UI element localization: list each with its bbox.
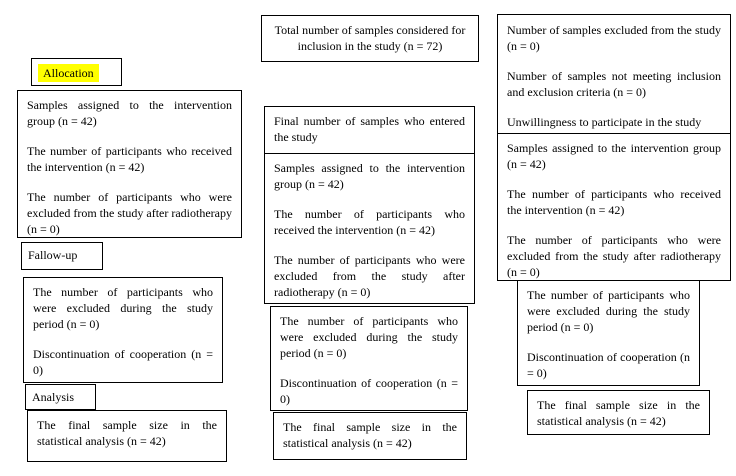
criteria-not-met-text: Number of samples not meeting inclusion and exclusion criteria (n = 0) (507, 69, 721, 99)
right-final-size-text: The final sample size in the statistical analysis (n = 42) (537, 398, 700, 428)
middle-final-size-text: The final sample size in the statistical analysis (n = 42) (283, 420, 457, 450)
total-samples-box (261, 15, 479, 62)
middle-analysis-box (273, 412, 467, 460)
left-received-text: The number of participants who received the intervention (n = 42) (27, 144, 232, 174)
middle-excluded-radiotherapy-text: The number of participants who were excluded from the study after radiotherapy (n = 0) (274, 253, 465, 299)
unwillingness-text: Unwillingness to participate in the study (507, 115, 702, 129)
followup-label-box (21, 242, 103, 270)
left-analysis-box (27, 410, 227, 462)
middle-discontinuation-text: Discontinuation of cooperation (n = 0) (280, 376, 458, 406)
left-excluded-period-text: The number of participants who were excluded during the study period (n = 0) (33, 285, 213, 331)
allocation-label: Allocation (38, 64, 99, 82)
right-excluded-radiotherapy-text: The number of participants who were excluded from the study after radiotherapy (n = 0) (507, 233, 721, 279)
left-followup-box (23, 277, 223, 383)
right-allocation-box (497, 133, 731, 281)
excluded-samples-box (497, 14, 731, 137)
left-discontinuation-text: Discontinuation of cooperation (n = 0) (33, 347, 213, 377)
left-excluded-radiotherapy-text: The number of participants who were excluded from the study after radiotherapy (n = 0) (27, 190, 232, 236)
left-allocation-box (17, 90, 242, 238)
total-samples-text: Total number of samples considered for inclusion in the study (n = 72) (274, 23, 466, 53)
right-discontinuation-text: Discontinuation of cooperation (n = 0) (527, 350, 690, 380)
left-assigned-text: Samples assigned to the intervention group (n = 42) (27, 98, 232, 128)
middle-received-text: The number of participants who received the intervention (n = 42) (274, 207, 465, 237)
middle-entered-text: Final number of samples who entered the study (274, 114, 465, 144)
right-excluded-period-text: The number of participants who were excluded during the study period (n = 0) (527, 288, 690, 334)
right-followup-box (517, 280, 700, 386)
middle-excluded-period-text: The number of participants who were excluded during the study period (n = 0) (280, 314, 458, 360)
right-analysis-box (527, 390, 710, 435)
excluded-count-text: Number of samples excluded from the study (n = 0) (507, 23, 721, 53)
middle-followup-box (270, 306, 468, 411)
followup-label: Fallow-up (28, 248, 78, 262)
middle-entered-box (264, 106, 475, 154)
analysis-label: Analysis (32, 390, 74, 404)
right-assigned-text: Samples assigned to the intervention group (n = 42) (507, 141, 721, 171)
right-received-text: The number of participants who received the intervention (n = 42) (507, 187, 721, 217)
allocation-label-box (31, 58, 122, 86)
left-final-size-text: The final sample size in the statistical analysis (n = 42) (37, 418, 217, 448)
middle-assigned-text: Samples assigned to the intervention group (n = 42) (274, 161, 465, 191)
middle-allocation-box (264, 153, 475, 304)
analysis-label-box (25, 384, 96, 410)
